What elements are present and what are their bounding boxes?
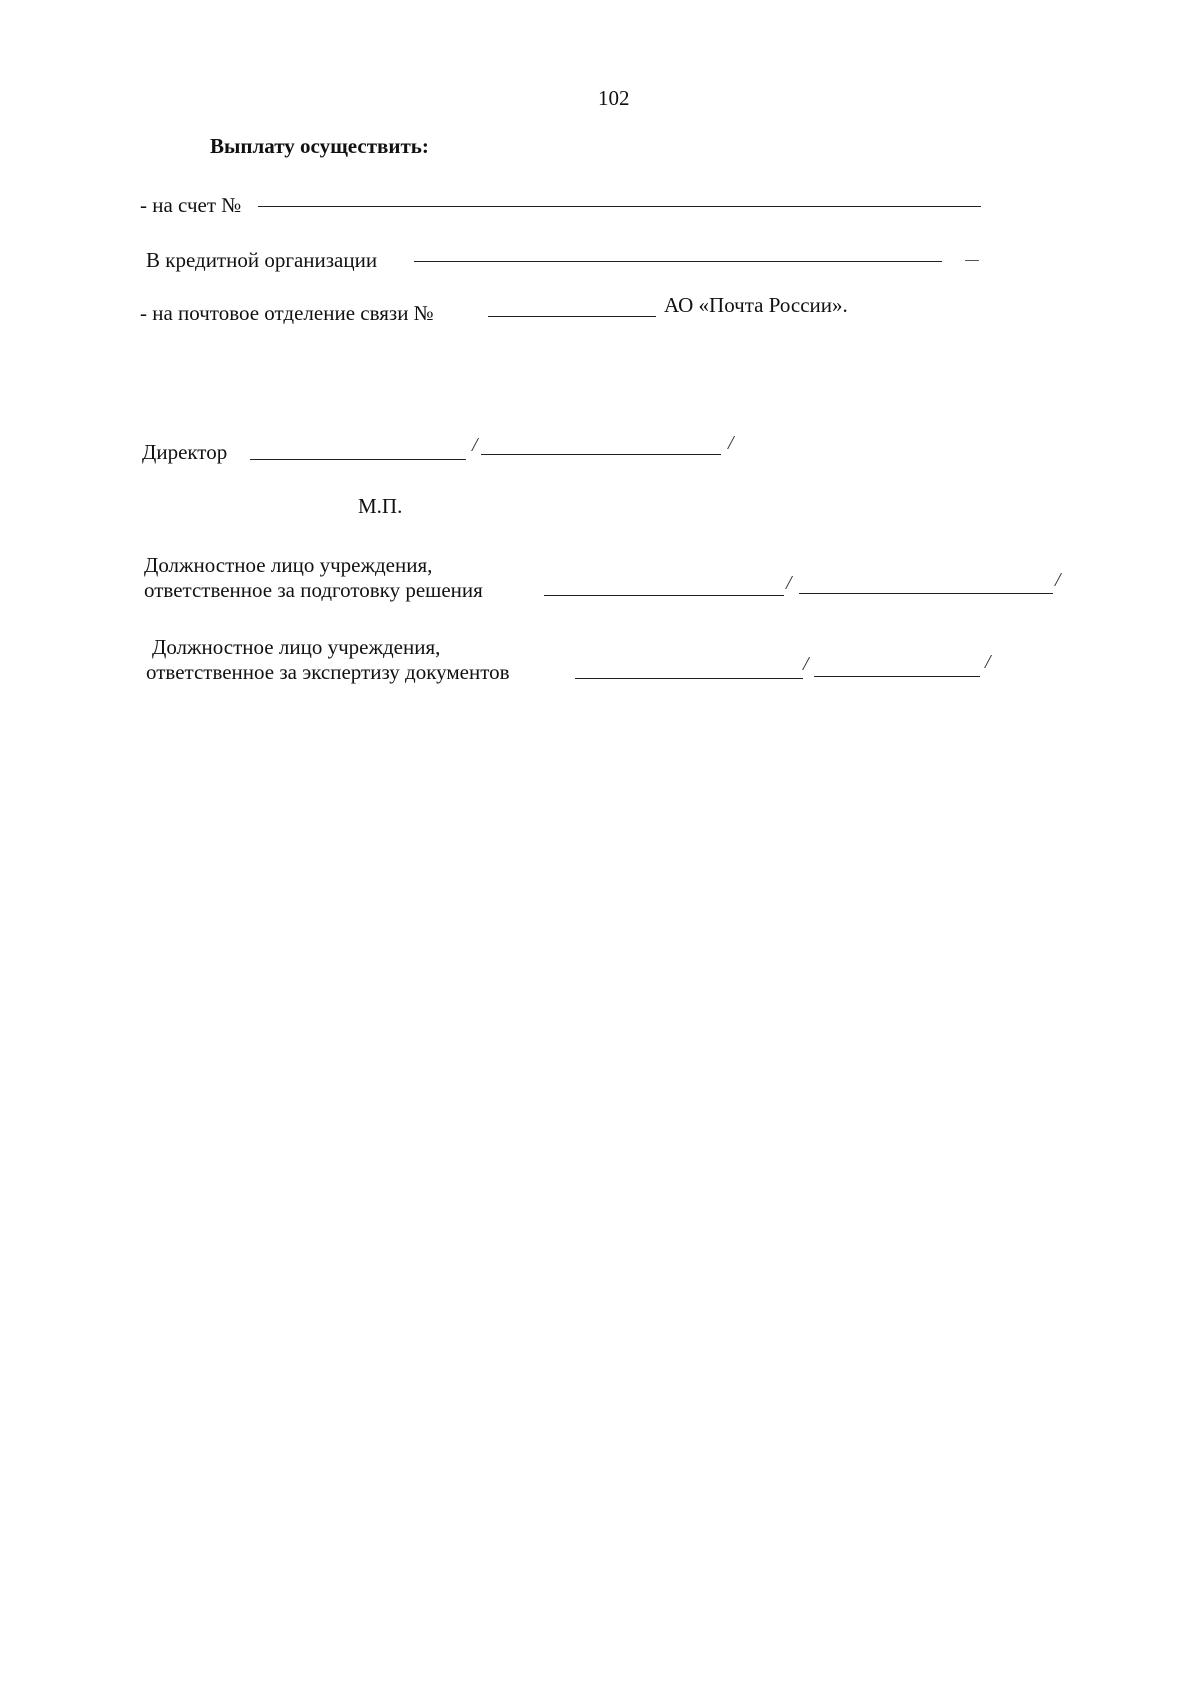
official-decision-signature-field[interactable] bbox=[544, 595, 784, 596]
payment-heading: Выплату осуществить: bbox=[210, 134, 429, 158]
official-decision-line2: ответственное за подготовку решения bbox=[144, 578, 483, 602]
official-decision-separator-1: / bbox=[786, 572, 792, 594]
official-expertise-signature-field[interactable] bbox=[575, 678, 803, 679]
page-number: 102 bbox=[598, 86, 630, 110]
official-expertise-line1: Должностное лицо учреждения, bbox=[152, 635, 441, 659]
stamp-placeholder: М.П. bbox=[358, 494, 403, 518]
post-office-number-field[interactable] bbox=[488, 316, 656, 317]
account-label: - на счет № bbox=[140, 193, 242, 217]
official-expertise-line2: ответственное за экспертизу документов bbox=[146, 660, 510, 684]
official-expertise-separator-2: / bbox=[985, 651, 991, 673]
director-name-field[interactable] bbox=[481, 454, 721, 455]
official-expertise-name-field[interactable] bbox=[814, 676, 980, 677]
account-number-field[interactable] bbox=[258, 206, 981, 207]
credit-org-field-tail bbox=[965, 260, 979, 261]
official-decision-line1: Должностное лицо учреждения, bbox=[144, 553, 433, 577]
credit-org-label: В кредитной организации bbox=[146, 248, 378, 272]
official-decision-separator-2: / bbox=[1055, 569, 1061, 591]
director-separator-2: / bbox=[728, 432, 734, 454]
director-label: Директор bbox=[142, 440, 228, 464]
director-signature-field[interactable] bbox=[250, 459, 466, 460]
post-office-suffix: АО «Почта России». bbox=[664, 293, 848, 317]
official-decision-name-field[interactable] bbox=[799, 593, 1053, 594]
director-separator-1: / bbox=[472, 434, 478, 456]
official-expertise-separator-1: / bbox=[803, 653, 809, 675]
credit-org-field[interactable] bbox=[414, 261, 942, 262]
post-office-label: - на почтовое отделение связи № bbox=[140, 301, 434, 325]
